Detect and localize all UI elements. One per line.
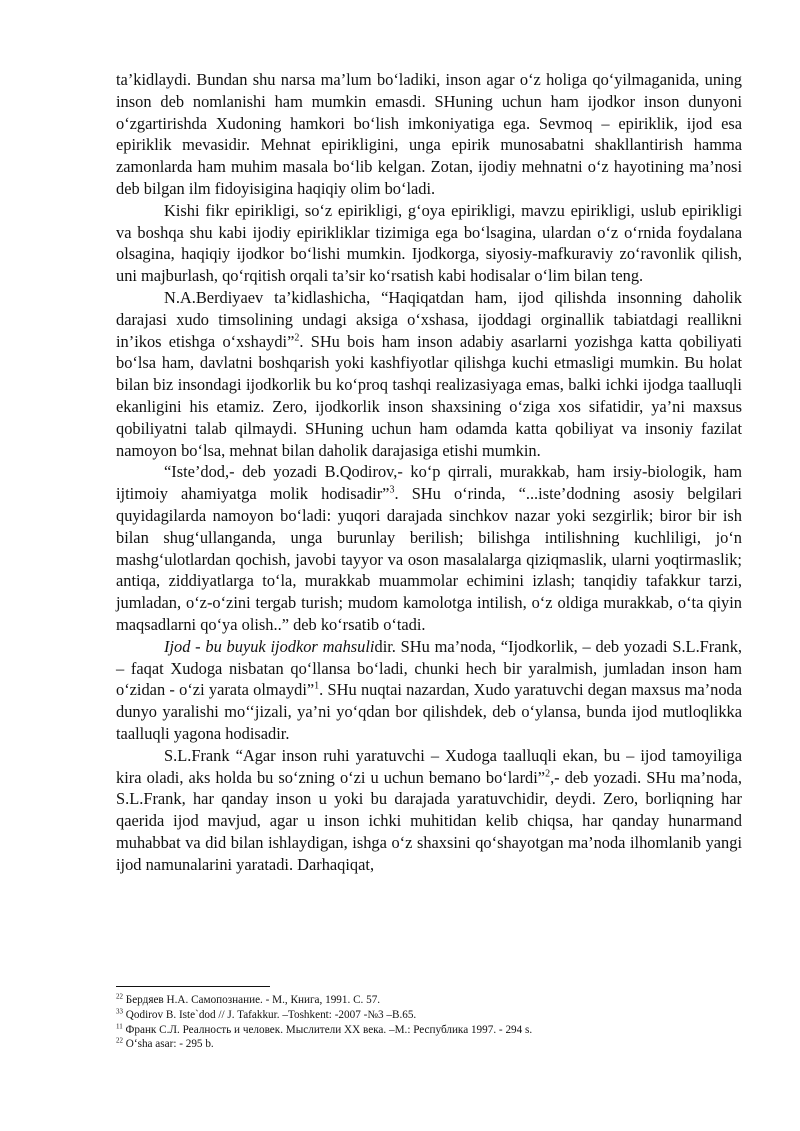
footnote-ref: 2 (294, 332, 300, 344)
footnote-text: Франк С.Л. Реалность и человек. Мыслители XX века. –М.: Республика 1997. - 294 s. (122, 1023, 533, 1036)
footnote-text: Бердяев Н.А. Самопознание. - М., Книга, 1991. С. 57. (123, 994, 381, 1006)
footnote (116, 993, 742, 1008)
paragraph-text: “Iste’dod,- deb yozadi B.Qodirov,- ko‘p qirrali, murakkab, ham irsiy-biologik, ham ijtimoiy ahamiyatga molik hodisadir” (116, 462, 742, 504)
paragraph-text: . SHu bois ham inson adabiy asarlarni yozishga katta qobiliyati bo‘lsa ham, davlatni boshqarish yoki kashfiyotlar qilishga kuchi etmasligi mumkin. Bu holat bilan biz insondagi ijodkorlik bu ko‘proq tashqi realizasiyaga emas, balki ichki ijodga taalluqli ekanligini his etamiz. Zero, ijodkorlik inson shaxsining o‘ziga xos sifatidir, ya’ni maxsus qobiliyatni talab qilmaydi. SHuning uchun ham odamda katta qobiliyat va insoniy fazilat namoyon bo‘lsa, mehnat bilan daholik darajasiga etishi mumkin. (116, 331, 742, 460)
footnote (116, 1008, 742, 1023)
footnote-mark: 22 (116, 992, 123, 1001)
paragraph-5 (116, 636, 742, 745)
paragraph-text: ,- deb yozadi. SHu ma’noda, S.L.Frank, har qanday inson u yoki bu darajada yaratuvchidir, deydi. Zero, borliqning har qaerida ijod mavjud, agar u inson ichki muhitidan kelib chiqsa, har qanday hunarmand muhabbat va did bilan ishlaydigan, ishga o‘z shaxsini qo‘shayotgan ma’noda ilhomlanib yangi ijod namunalarini yaratadi. Darhaqiqat, (116, 767, 742, 874)
paragraph-text: Kishi fikr epirikligi, so‘z epirikligi, g‘oya epirikligi, mavzu epirikligi, uslub epirikligi va boshqa shu kabi ijodiy epirikliklar tizimiga ega bo‘lsagina, ulardan o‘z o‘rnida foydalana olsagina, haqiqiy ijodkor bo‘lishi mumkin. Ijodkorga, siyosiy-mafkuraviy zo‘ravonlik qilish, uni majburlash, qo‘rqitish orqali ta’sir ko‘rsatish kabi hodisalar o‘lim bilan teng. (116, 200, 742, 286)
paragraph-2 (116, 200, 742, 287)
footnote (116, 1023, 742, 1038)
paragraph-text: . SHu o‘rinda, “...iste’dodning asosiy belgilari quyidagilarda namoyon bo‘ladi: yuqori darajada sinchkov nazar yoki sezgirlik; biror bir ish bilan shug‘ullanganda, unga burunlay berilish; bilishga intilishning kuchliligi, jo‘n mashg‘ulotlardan qochish, javobi tayyor va oson masalalarga qiziqmaslik, ularni yoqtirmaslik; antiqa, ziddiyatlarga to‘la, murakkab muammolar echimini izlash; tanqidiy tafakkur tarzi, jumladan, o‘z-o‘zini tergab turish; mudom kamolotga intilish, o‘z oldiga murakkab, o‘ta qiyin maqsadlarni qo‘ya olish..” deb ko‘rsatib o‘tadi. (116, 484, 742, 634)
footnote-mark: 11 (116, 1021, 123, 1030)
footnote-ref: 1 (314, 680, 320, 692)
paragraph-text: dir. SHu ma’noda, “Ijodkorlik, – deb yozadi S.L.Frank, – faqat Xudoga nisbatan qo‘llansa bo‘ladi, chunki hech bir yaralmish, jumladan inson ham o‘zidan - o‘zi yarata olmaydi” (116, 636, 743, 700)
footnote-mark: 33 (116, 1007, 123, 1016)
footnote-text: Qodirov B. Iste`dod // J. Tafakkur. –Toshkent: -2007 -№3 –B.65. (123, 1008, 417, 1021)
italic-phrase: Ijod - bu buyuk ijodkor mahsuli (164, 636, 375, 656)
footnote (116, 1037, 742, 1052)
footnote-separator (116, 986, 270, 987)
paragraph-text: S.L.Frank “Agar inson ruhi yaratuvchi – Xudoga taalluqli ekan, bu – ijod tamoyiliga kira oladi, aks holda bu so‘zning o‘zi u uchun bemano bo‘lardi” (116, 745, 742, 787)
paragraph-text: ta’kidlaydi. Bundan shu narsa ma’lum bo‘ladiki, inson agar o‘z holiga qo‘yilmaganida, uning inson deb nomlanishi ham mumkin emasdi. SHuning uchun ham ijodkor inson dunyoni o‘zgartirishda Xudoning hamkori bo‘lish imkoniyatiga ega. Sevmoq – epiriklik, ijod esa epiriklik mevasidir. Mehnat epirikligini, unga epirik munosabatni shakllantirish hamma zamonlarda ham muhim masala bo‘lib kelgan. Zotan, ijodiy mehnatni o‘z hayotining ma’nosi deb bilgan ilm fidoyisigina haqiqiy olim bo‘ladi. (116, 70, 742, 198)
paragraph-4 (116, 461, 742, 635)
document-body (116, 69, 742, 875)
footnote-text: O‘sha asar: - 295 b. (123, 1038, 214, 1051)
paragraph-text: N.A.Berdiyaev ta’kidlashicha, “Haqiqatdan ham, ijod qilishda insonning daholik darajasi xudo timsolining undagi aksiga o‘xshasa, ijoddagi orginallik tabiatdagi reallikni in’ikos etishga o‘xshaydi” (116, 287, 742, 351)
footnote-ref: 2 (545, 768, 551, 780)
paragraph-6 (116, 745, 742, 876)
paragraph-1 (116, 69, 742, 200)
paragraph-text: . SHu nuqtai nazardan, Xudo yaratuvchi degan maxsus ma’noda dunyo yaralishi mo‘‘jizali, ya’ni yo‘qdan bor qilishdek, deb o‘ylansa, bunda ijod mutloqlikka taalluqli yagona hodisadir. (116, 680, 742, 743)
paragraph-3 (116, 287, 742, 461)
footnote-mark: 22 (116, 1036, 123, 1045)
footnote-ref: 3 (389, 484, 395, 496)
footnotes (116, 993, 742, 1052)
